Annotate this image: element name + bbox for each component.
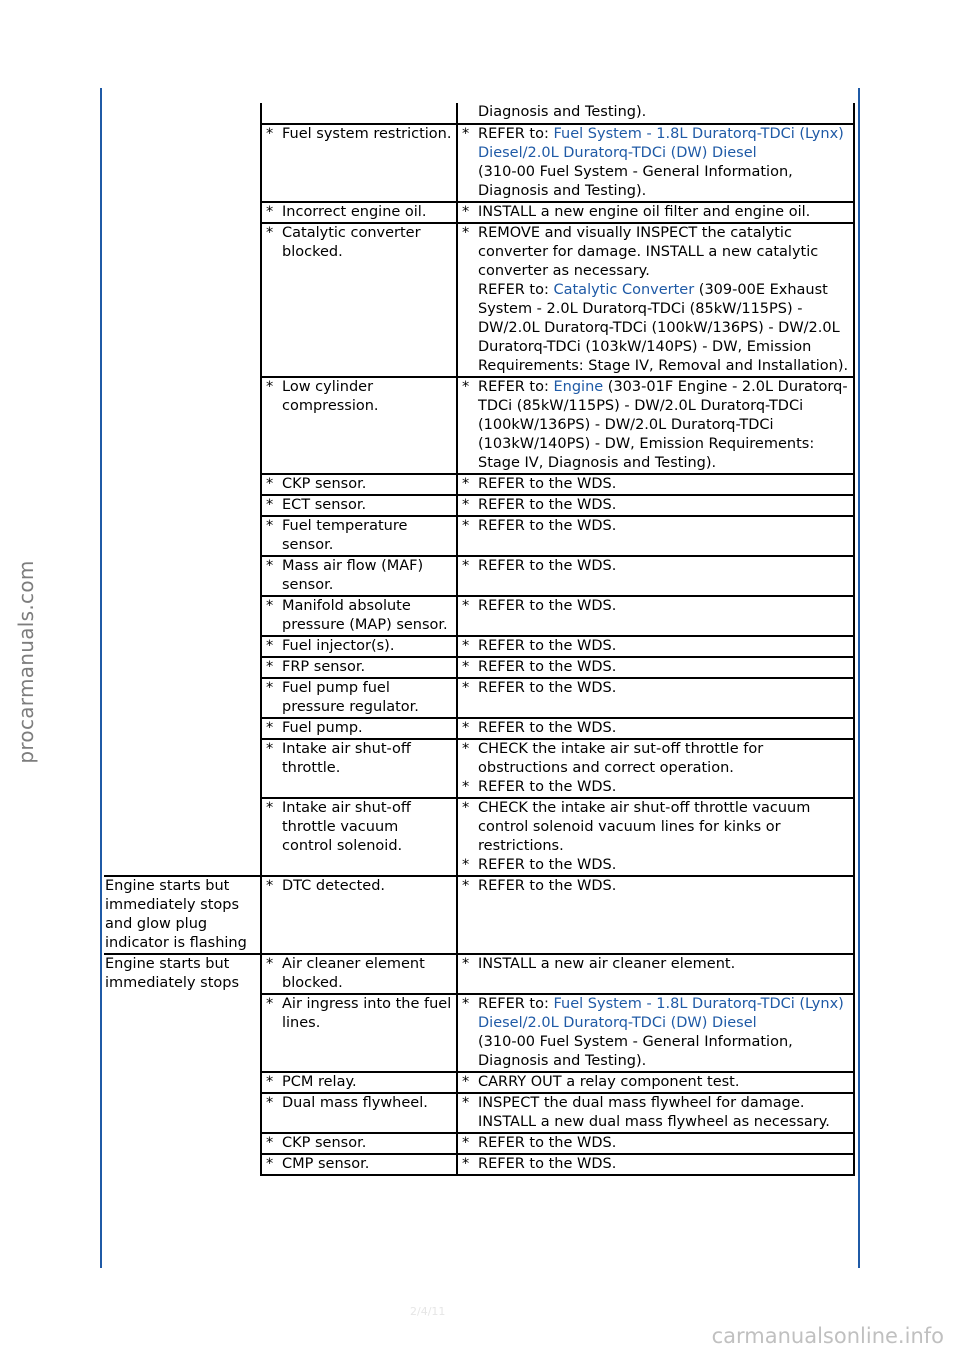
action-text: REFER to the WDS. <box>478 1135 617 1151</box>
table-row <box>104 739 854 798</box>
action-cell: * REFER to: Fuel System - 1.8L Duratorq-TDCi (Lynx) Diesel/2.0L Duratorq-TDCi (DW) Diesel (310-00 Fuel System - General Information, Diagnosis and Testing). <box>457 124 854 202</box>
cause-cell: * CKP sensor. <box>261 474 457 495</box>
cause-text: Air ingress into the fuel lines. <box>282 996 452 1031</box>
cause-cell: * Air cleaner element blocked. <box>261 954 457 994</box>
table-row <box>104 1133 854 1154</box>
action-text: CHECK the intake air shut-off throttle vacuum control solenoid vacuum lines for kinks or restrictions. <box>478 800 811 854</box>
cause-text: CKP sensor. <box>282 476 367 492</box>
action-cell: * REFER to: Engine (303-01F Engine - 2.0L Duratorq-TDCi (85kW/115PS) - DW/2.0L Duratorq-TDCi (100kW/136PS) - DW/2.0L Duratorq-TDCi (103kW/140PS) - DW, Emission Requirements: Stage IV, Diagnosis and Testing). <box>457 377 854 474</box>
action-text: REFER to the WDS. <box>478 680 617 696</box>
action-text: INSTALL a new engine oil filter and engine oil. <box>478 204 811 220</box>
cause-cell: * CKP sensor. <box>261 1133 457 1154</box>
action-text: CARRY OUT a relay component test. <box>478 1074 740 1090</box>
symptom-cell <box>104 994 261 1072</box>
cause-cell: * Fuel temperature sensor. <box>261 516 457 556</box>
cause-text: Dual mass flywheel. <box>282 1095 428 1111</box>
cause-cell: * Dual mass flywheel. <box>261 1093 457 1133</box>
footer-watermark: carmanualsonline.info <box>711 1324 944 1348</box>
action-cell: * REFER to the WDS. <box>457 495 854 516</box>
action-text: (303-01F Engine - 2.0L Duratorq-TDCi (85kW/115PS) - DW/2.0L Duratorq-TDCi (100kW/136PS) - DW/2.0L Duratorq-TDCi (103kW/140PS) - DW, Emission Requirements: Stage IV, Diagnosis and Testing). <box>478 379 848 471</box>
cause-cell: * Fuel system restriction. <box>261 124 457 202</box>
action-text: INSTALL a new air cleaner element. <box>478 956 736 972</box>
action-text: REFER to the WDS. <box>478 497 617 513</box>
action-cell: * CARRY OUT a relay component test. <box>457 1072 854 1093</box>
action-text: REFER to the WDS. <box>478 720 617 736</box>
engine-link[interactable]: Engine <box>553 379 604 395</box>
cause-cell: * Intake air shut-off throttle vacuum control solenoid. <box>261 798 457 876</box>
frame-left-rule <box>100 88 102 1268</box>
table-row <box>104 596 854 636</box>
action-text: REFER to: <box>478 379 554 395</box>
symptom-cell <box>104 739 261 798</box>
action-cell: * REFER to: Fuel System - 1.8L Duratorq-TDCi (Lynx) Diesel/2.0L Duratorq-TDCi (DW) Diesel (310-00 Fuel System - General Information, Diagnosis and Testing). <box>457 994 854 1072</box>
cause-text: Fuel pump fuel pressure regulator. <box>282 680 419 715</box>
symptom-cell <box>104 1154 261 1175</box>
cause-text: CMP sensor. <box>282 1156 370 1172</box>
catalytic-converter-link[interactable]: Catalytic Converter <box>553 282 695 298</box>
action-text: REFER to the WDS. <box>478 638 617 654</box>
table-row <box>104 474 854 495</box>
action-text: REFER to: <box>478 996 554 1012</box>
action-text: REFER to the WDS. <box>478 857 617 873</box>
action-text: (309-00E Exhaust System - 2.0L Duratorq-TDCi (85kW/115PS) - DW/2.0L Duratorq-TDCi (100kW/136PS) - DW/2.0L Duratorq-TDCi (103kW/140PS) - DW, Emission Requirements: Stage IV, Removal and Installation). <box>478 282 849 374</box>
symptom-cell <box>104 377 261 474</box>
action-text: REFER to the WDS. <box>478 878 617 894</box>
cause-cell: * Fuel pump. <box>261 718 457 739</box>
cause-cell: * Catalytic converter blocked. <box>261 223 457 377</box>
cause-cell: * CMP sensor. <box>261 1154 457 1175</box>
table-row <box>104 954 854 994</box>
cause-text: Fuel injector(s). <box>282 638 395 654</box>
symptom-cell <box>104 718 261 739</box>
cause-cell <box>261 103 457 124</box>
table-row <box>104 377 854 474</box>
symptom-cell <box>104 124 261 202</box>
cause-text: Mass air flow (MAF) sensor. <box>282 558 424 593</box>
cause-text: Fuel temperature sensor. <box>282 518 408 553</box>
symptom-cell <box>104 798 261 876</box>
table-row <box>104 202 854 223</box>
table-row <box>104 1072 854 1093</box>
action-text: (310-00 Fuel System - General Information, Diagnosis and Testing). <box>478 1034 793 1069</box>
symptom-cell <box>104 516 261 556</box>
cause-text: Air cleaner element blocked. <box>282 956 425 991</box>
cause-cell: * PCM relay. <box>261 1072 457 1093</box>
table-row <box>104 636 854 657</box>
table-row <box>104 678 854 718</box>
cause-text: Intake air shut-off throttle vacuum control solenoid. <box>282 800 411 854</box>
table-row <box>104 657 854 678</box>
table-row <box>104 718 854 739</box>
symptom-cell <box>104 202 261 223</box>
symptom-cell <box>104 223 261 377</box>
cause-text: Intake air shut-off throttle. <box>282 741 411 776</box>
action-text: REFER to the WDS. <box>478 659 617 675</box>
symptom-cell <box>104 678 261 718</box>
symptom-cell <box>104 474 261 495</box>
cause-cell: * DTC detected. <box>261 876 457 954</box>
cause-cell: * Manifold absolute pressure (MAP) sensor. <box>261 596 457 636</box>
action-cell: * INSPECT the dual mass flywheel for damage. INSTALL a new dual mass flywheel as necessary. <box>457 1093 854 1133</box>
action-cell: * REFER to the WDS. <box>457 718 854 739</box>
cause-cell: * Incorrect engine oil. <box>261 202 457 223</box>
fuel-system-link[interactable]: Fuel System - 1.8L Duratorq-TDCi (Lynx) Diesel/2.0L Duratorq-TDCi (DW) Diesel <box>478 126 844 161</box>
action-text: REMOVE and visually INSPECT the catalytic converter for damage. INSTALL a new catalytic converter as necessary. <box>478 225 819 279</box>
frame-right-rule <box>858 88 860 1268</box>
action-cell: * REFER to the WDS. <box>457 516 854 556</box>
symptom-cell <box>104 1133 261 1154</box>
action-text: REFER to the WDS. <box>478 518 617 534</box>
action-cell: * REFER to the WDS. <box>457 1154 854 1175</box>
cause-cell: * Intake air shut-off throttle. <box>261 739 457 798</box>
action-cell: * REFER to the WDS. <box>457 1133 854 1154</box>
table-row <box>104 495 854 516</box>
table-row <box>104 876 854 954</box>
action-text: REFER to: <box>478 126 554 142</box>
action-text: REFER to the WDS. <box>478 476 617 492</box>
action-cell: * CHECK the intake air shut-off throttle vacuum control solenoid vacuum lines for kinks or restrictions. * REFER to the WDS. <box>457 798 854 876</box>
symptom-cell <box>104 876 261 954</box>
action-cell: * REFER to the WDS. <box>457 596 854 636</box>
table-row <box>104 124 854 202</box>
table-row <box>104 994 854 1072</box>
fuel-system-link[interactable]: Fuel System - 1.8L Duratorq-TDCi (Lynx) Diesel/2.0L Duratorq-TDCi (DW) Diesel <box>478 996 844 1031</box>
action-text: REFER to the WDS. <box>478 779 617 795</box>
cause-text: Fuel pump. <box>282 720 363 736</box>
action-cell <box>457 103 854 124</box>
symptom-text: Engine starts but immediately stops and glow plug indicator is flashing <box>105 878 247 951</box>
action-cell: * CHECK the intake air sut-off throttle for obstructions and correct operation. * REFER to the WDS. <box>457 739 854 798</box>
symptom-cell <box>104 657 261 678</box>
page-number: 2/4/11 <box>410 1305 446 1318</box>
action-text: REFER to: <box>478 282 554 298</box>
cause-text: DTC detected. <box>282 878 386 894</box>
action-cell: * REFER to the WDS. <box>457 876 854 954</box>
symptom-cell <box>104 636 261 657</box>
cause-cell: * FRP sensor. <box>261 657 457 678</box>
action-cell: * INSTALL a new air cleaner element. <box>457 954 854 994</box>
cause-cell: * Air ingress into the fuel lines. <box>261 994 457 1072</box>
action-cell: * REFER to the WDS. <box>457 636 854 657</box>
cause-text: Incorrect engine oil. <box>282 204 427 220</box>
action-cell: * REFER to the WDS. <box>457 556 854 596</box>
action-cell: * REMOVE and visually INSPECT the catalytic converter for damage. INSTALL a new catalytic converter as necessary. REFER to: Catalytic Converter (309-00E Exhaust System - 2.0L Duratorq-TDCi (85kW/115PS) - DW/2.0L Duratorq-TDCi (100kW/136PS) - DW/2.0L Duratorq-TDCi (103kW/140PS) - DW, Emission Requirements: Stage IV, Removal and Installation). <box>457 223 854 377</box>
cause-text: Manifold absolute pressure (MAP) sensor. <box>282 598 448 633</box>
cause-text: ECT sensor. <box>282 497 367 513</box>
symptom-cell <box>104 556 261 596</box>
action-text: REFER to the WDS. <box>478 598 617 614</box>
cause-cell: * Fuel injector(s). <box>261 636 457 657</box>
cause-cell: * Fuel pump fuel pressure regulator. <box>261 678 457 718</box>
symptom-cell <box>104 596 261 636</box>
symptom-text: Engine starts but immediately stops <box>105 956 240 991</box>
symptom-cell <box>104 495 261 516</box>
side-watermark: procarmanuals.com <box>14 560 38 764</box>
table-row <box>104 103 854 124</box>
action-cell: * REFER to the WDS. <box>457 657 854 678</box>
symptom-cell <box>104 1072 261 1093</box>
symptom-cell <box>104 103 261 124</box>
action-cell: * INSTALL a new engine oil filter and engine oil. <box>457 202 854 223</box>
table-row <box>104 1093 854 1133</box>
cause-text: Low cylinder compression. <box>282 379 379 414</box>
action-cell: * REFER to the WDS. <box>457 678 854 718</box>
symptom-cell <box>104 954 261 994</box>
action-text: INSPECT the dual mass flywheel for damage. INSTALL a new dual mass flywheel as necessary. <box>478 1095 830 1130</box>
cause-cell: * ECT sensor. <box>261 495 457 516</box>
cause-text: PCM relay. <box>282 1074 357 1090</box>
cause-text: Catalytic converter blocked. <box>282 225 421 260</box>
action-cell: * REFER to the WDS. <box>457 474 854 495</box>
table-row <box>104 1154 854 1175</box>
table-row <box>104 798 854 876</box>
cause-cell: * Low cylinder compression. <box>261 377 457 474</box>
action-text: CHECK the intake air sut-off throttle for obstructions and correct operation. <box>478 741 764 776</box>
action-text: (310-00 Fuel System - General Information, Diagnosis and Testing). <box>478 164 793 199</box>
cause-text: Fuel system restriction. <box>282 126 452 142</box>
table-row <box>104 516 854 556</box>
action-text: REFER to the WDS. <box>478 558 617 574</box>
cause-text: FRP sensor. <box>282 659 366 675</box>
diagnostic-table <box>104 103 855 1176</box>
table-row <box>104 556 854 596</box>
action-text: REFER to the WDS. <box>478 1156 617 1172</box>
symptom-cell <box>104 1093 261 1133</box>
cause-text: CKP sensor. <box>282 1135 367 1151</box>
action-text: Diagnosis and Testing). <box>478 104 647 120</box>
cause-cell: * Mass air flow (MAF) sensor. <box>261 556 457 596</box>
table-row <box>104 223 854 377</box>
